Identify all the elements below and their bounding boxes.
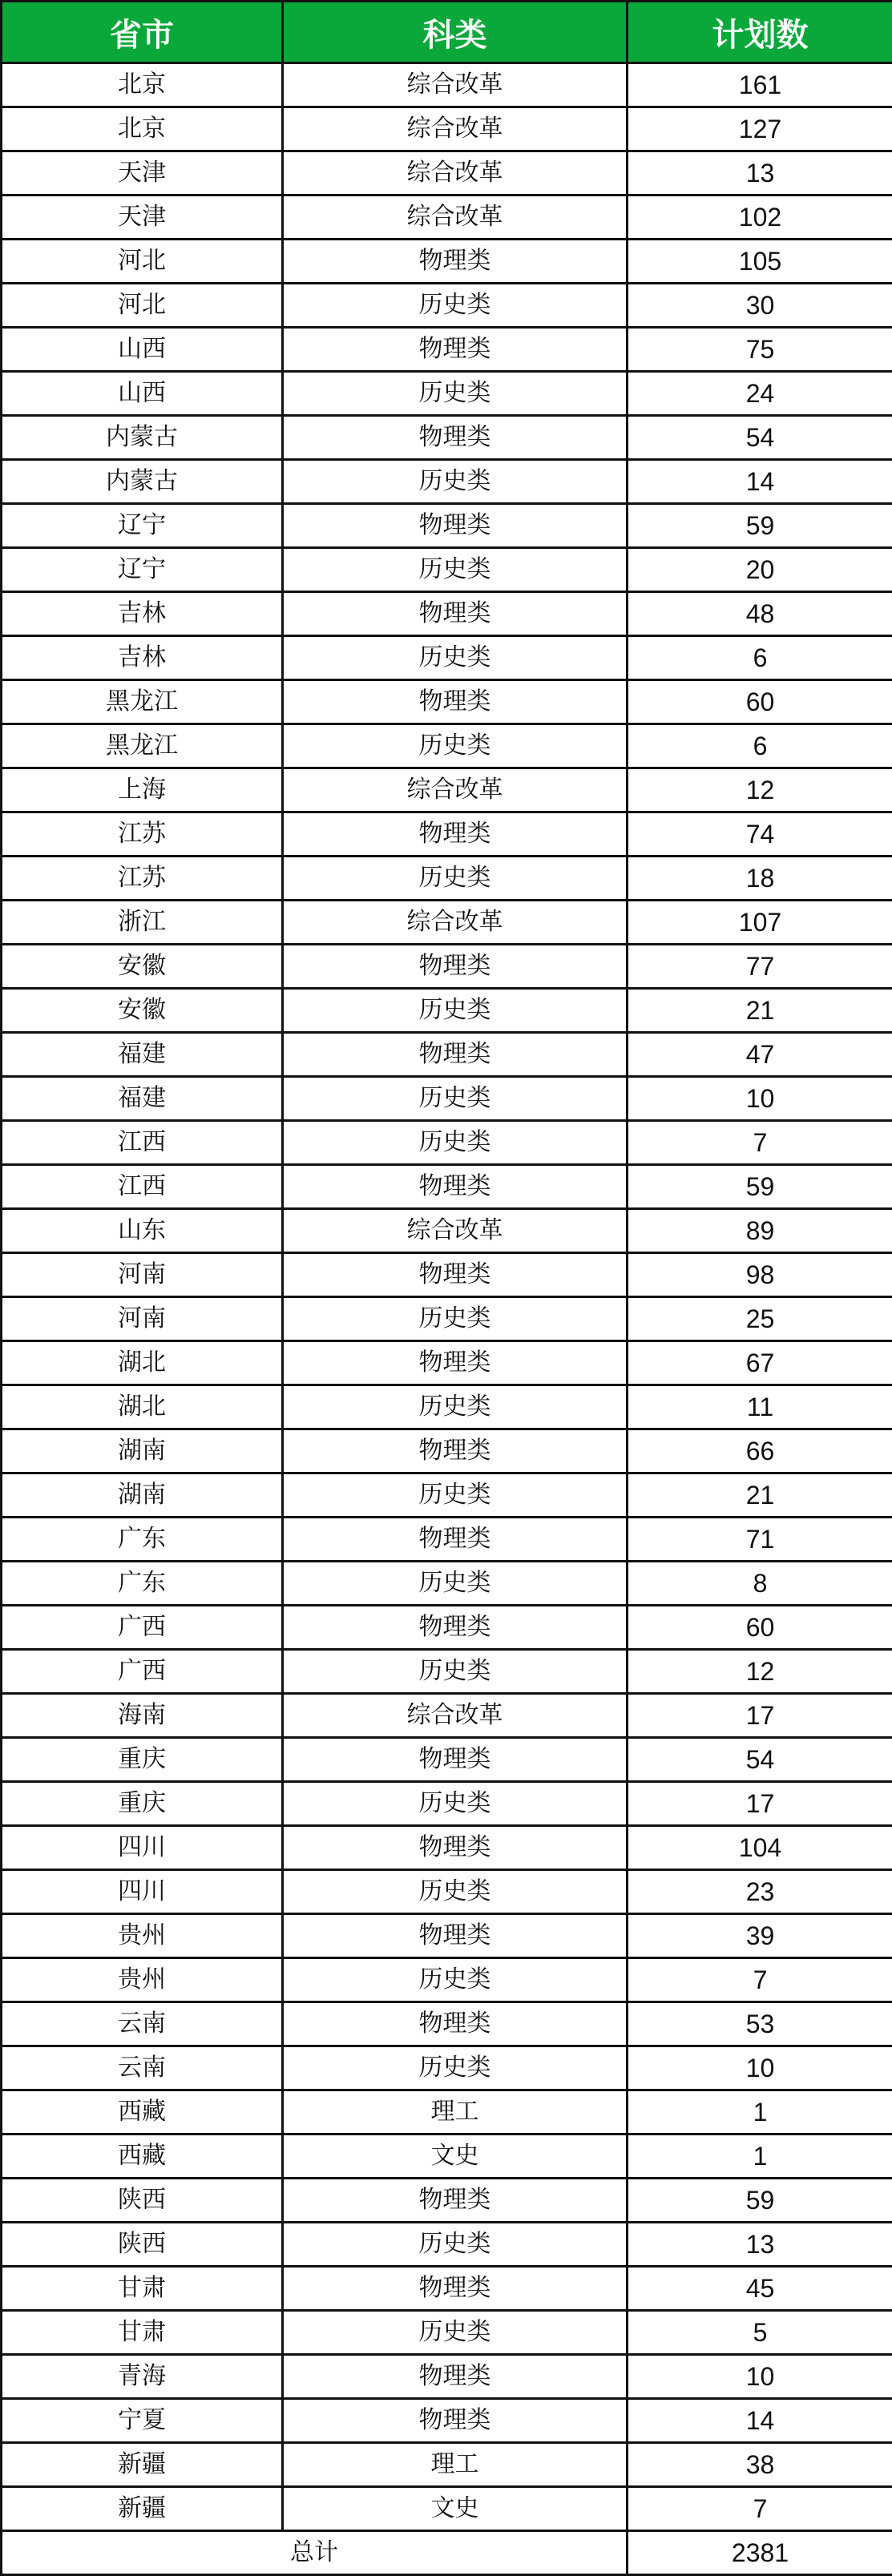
table-row: [2, 2135, 892, 2179]
cell-category: 物理类: [283, 945, 628, 989]
cell-plan-count: 53: [628, 2002, 892, 2046]
cell-category: 历史类: [283, 284, 628, 328]
cell-category: 物理类: [283, 416, 628, 460]
cell-category: 物理类: [283, 2002, 628, 2046]
table-row: [2, 2355, 892, 2399]
table-row: [2, 592, 892, 636]
cell-province: 北京: [2, 63, 283, 107]
table-row: [2, 636, 892, 680]
table-row: [2, 284, 892, 328]
cell-province: 云南: [2, 2002, 283, 2046]
cell-category: 历史类: [283, 372, 628, 416]
cell-plan-count: 18: [628, 857, 892, 901]
cell-province: 天津: [2, 196, 283, 240]
cell-category: 历史类: [283, 1870, 628, 1914]
cell-plan-count: 13: [628, 151, 892, 196]
table-row: [2, 416, 892, 460]
cell-province: 北京: [2, 107, 283, 151]
table-row: [2, 1958, 892, 2002]
cell-plan-count: 127: [628, 107, 892, 151]
cell-plan-count: 71: [628, 1518, 892, 1562]
table-header-row: [2, 2, 892, 63]
cell-plan-count: 47: [628, 1033, 892, 1077]
cell-plan-count: 10: [628, 2355, 892, 2399]
cell-plan-count: 17: [628, 1782, 892, 1826]
cell-province: 安徽: [2, 989, 283, 1033]
cell-province: 黑龙江: [2, 724, 283, 768]
cell-plan-count: 24: [628, 372, 892, 416]
cell-category: 物理类: [283, 1738, 628, 1782]
cell-plan-count: 20: [628, 548, 892, 592]
cell-category: 历史类: [283, 1077, 628, 1121]
cell-province: 重庆: [2, 1782, 283, 1826]
cell-category: 历史类: [283, 548, 628, 592]
table-row: [2, 1209, 892, 1253]
table-row: [2, 2399, 892, 2443]
table-row: [2, 1694, 892, 1738]
cell-province: 陕西: [2, 2223, 283, 2267]
cell-category: 历史类: [283, 857, 628, 901]
table-row: [2, 1518, 892, 1562]
table-row: [2, 240, 892, 284]
table-row: [2, 460, 892, 504]
table-row: [2, 1870, 892, 1914]
cell-category: 综合改革: [283, 1209, 628, 1253]
cell-province: 陕西: [2, 2179, 283, 2223]
cell-province: 天津: [2, 151, 283, 196]
cell-province: 福建: [2, 1077, 283, 1121]
cell-plan-count: 60: [628, 1606, 892, 1650]
cell-category: 历史类: [283, 724, 628, 768]
table-row: [2, 945, 892, 989]
cell-plan-count: 10: [628, 1077, 892, 1121]
cell-province: 四川: [2, 1826, 283, 1870]
table-row: [2, 989, 892, 1033]
cell-plan-count: 11: [628, 1385, 892, 1429]
cell-province: 河北: [2, 284, 283, 328]
total-row: [2, 2531, 892, 2575]
cell-category: 物理类: [283, 1165, 628, 1209]
cell-plan-count: 12: [628, 1650, 892, 1694]
cell-plan-count: 77: [628, 945, 892, 989]
table-row: [2, 2179, 892, 2223]
cell-plan-count: 105: [628, 240, 892, 284]
table-row: [2, 1914, 892, 1958]
table-row: [2, 504, 892, 548]
cell-category: 物理类: [283, 812, 628, 857]
cell-category: 历史类: [283, 2311, 628, 2355]
cell-plan-count: 98: [628, 1253, 892, 1297]
header-province: 省市: [2, 2, 283, 63]
cell-plan-count: 8: [628, 1562, 892, 1606]
cell-category: 历史类: [283, 989, 628, 1033]
cell-plan-count: 38: [628, 2443, 892, 2487]
table-row: [2, 107, 892, 151]
cell-category: 历史类: [283, 1121, 628, 1165]
table-row: [2, 2267, 892, 2311]
table-row: [2, 1782, 892, 1826]
cell-province: 甘肃: [2, 2267, 283, 2311]
cell-province: 黑龙江: [2, 680, 283, 724]
cell-plan-count: 5: [628, 2311, 892, 2355]
table-row: [2, 2443, 892, 2487]
cell-category: 理工: [283, 2090, 628, 2135]
cell-province: 河北: [2, 240, 283, 284]
table-row: [2, 151, 892, 196]
cell-province: 江西: [2, 1165, 283, 1209]
table-row: [2, 2487, 892, 2531]
cell-province: 福建: [2, 1033, 283, 1077]
cell-category: 物理类: [283, 2355, 628, 2399]
table-body: [2, 63, 892, 2531]
cell-province: 广西: [2, 1650, 283, 1694]
cell-plan-count: 1: [628, 2135, 892, 2179]
cell-province: 贵州: [2, 1914, 283, 1958]
cell-category: 物理类: [283, 680, 628, 724]
cell-province: 湖南: [2, 1429, 283, 1473]
cell-province: 安徽: [2, 945, 283, 989]
cell-category: 历史类: [283, 1562, 628, 1606]
cell-plan-count: 39: [628, 1914, 892, 1958]
table-row: [2, 724, 892, 768]
cell-plan-count: 107: [628, 901, 892, 945]
cell-plan-count: 59: [628, 504, 892, 548]
cell-province: 甘肃: [2, 2311, 283, 2355]
table-row: [2, 1165, 892, 1209]
cell-province: 新疆: [2, 2443, 283, 2487]
cell-province: 湖北: [2, 1385, 283, 1429]
cell-category: 物理类: [283, 1429, 628, 1473]
cell-plan-count: 45: [628, 2267, 892, 2311]
table-row: [2, 1297, 892, 1341]
cell-category: 历史类: [283, 1782, 628, 1826]
cell-category: 物理类: [283, 328, 628, 372]
cell-category: 物理类: [283, 2179, 628, 2223]
table-row: [2, 857, 892, 901]
cell-category: 物理类: [283, 240, 628, 284]
table-row: [2, 1650, 892, 1694]
table-row: [2, 2046, 892, 2090]
table-row: [2, 2090, 892, 2135]
cell-province: 广东: [2, 1518, 283, 1562]
cell-category: 历史类: [283, 1958, 628, 2002]
cell-category: 物理类: [283, 1914, 628, 1958]
table-row: [2, 1826, 892, 1870]
cell-province: 江苏: [2, 857, 283, 901]
cell-category: 历史类: [283, 2046, 628, 2090]
cell-plan-count: 25: [628, 1297, 892, 1341]
cell-category: 物理类: [283, 1253, 628, 1297]
total-label: 总计: [2, 2531, 628, 2575]
cell-province: 青海: [2, 2355, 283, 2399]
cell-province: 河南: [2, 1253, 283, 1297]
table-row: [2, 548, 892, 592]
table-row: [2, 63, 892, 107]
cell-plan-count: 7: [628, 1958, 892, 2002]
table-row: [2, 372, 892, 416]
cell-province: 湖南: [2, 1473, 283, 1518]
cell-plan-count: 89: [628, 1209, 892, 1253]
cell-province: 湖北: [2, 1341, 283, 1385]
cell-province: 上海: [2, 768, 283, 812]
cell-category: 综合改革: [283, 107, 628, 151]
total-value: 2381: [628, 2531, 892, 2575]
cell-category: 文史: [283, 2135, 628, 2179]
cell-category: 历史类: [283, 460, 628, 504]
cell-province: 辽宁: [2, 504, 283, 548]
cell-province: 云南: [2, 2046, 283, 2090]
cell-plan-count: 12: [628, 768, 892, 812]
cell-plan-count: 48: [628, 592, 892, 636]
cell-province: 辽宁: [2, 548, 283, 592]
cell-province: 西藏: [2, 2090, 283, 2135]
cell-province: 西藏: [2, 2135, 283, 2179]
cell-province: 广东: [2, 1562, 283, 1606]
cell-province: 江西: [2, 1121, 283, 1165]
cell-category: 物理类: [283, 1033, 628, 1077]
cell-category: 综合改革: [283, 901, 628, 945]
cell-province: 内蒙古: [2, 460, 283, 504]
table-row: [2, 1606, 892, 1650]
cell-category: 物理类: [283, 504, 628, 548]
cell-category: 物理类: [283, 1826, 628, 1870]
cell-plan-count: 74: [628, 812, 892, 857]
cell-plan-count: 6: [628, 636, 892, 680]
table-row: [2, 1429, 892, 1473]
cell-province: 贵州: [2, 1958, 283, 2002]
cell-category: 物理类: [283, 1341, 628, 1385]
cell-plan-count: 6: [628, 724, 892, 768]
cell-province: 宁夏: [2, 2399, 283, 2443]
table-row: [2, 1341, 892, 1385]
cell-category: 综合改革: [283, 151, 628, 196]
table-row: [2, 1473, 892, 1518]
cell-plan-count: 59: [628, 2179, 892, 2223]
table-row: [2, 1385, 892, 1429]
table-row: [2, 2002, 892, 2046]
cell-plan-count: 102: [628, 196, 892, 240]
cell-plan-count: 14: [628, 2399, 892, 2443]
cell-province: 山西: [2, 328, 283, 372]
cell-province: 新疆: [2, 2487, 283, 2531]
table-row: [2, 901, 892, 945]
cell-plan-count: 54: [628, 1738, 892, 1782]
cell-plan-count: 75: [628, 328, 892, 372]
table-row: [2, 2311, 892, 2355]
table-row: [2, 812, 892, 857]
cell-province: 内蒙古: [2, 416, 283, 460]
table-row: [2, 1562, 892, 1606]
cell-plan-count: 17: [628, 1694, 892, 1738]
header-category: 科类: [283, 2, 628, 63]
cell-plan-count: 30: [628, 284, 892, 328]
cell-province: 山西: [2, 372, 283, 416]
cell-category: 历史类: [283, 636, 628, 680]
cell-category: 文史: [283, 2487, 628, 2531]
cell-province: 吉林: [2, 636, 283, 680]
cell-category: 历史类: [283, 1385, 628, 1429]
cell-plan-count: 21: [628, 989, 892, 1033]
cell-province: 江苏: [2, 812, 283, 857]
cell-province: 河南: [2, 1297, 283, 1341]
table-row: [2, 680, 892, 724]
cell-plan-count: 1: [628, 2090, 892, 2135]
cell-province: 浙江: [2, 901, 283, 945]
cell-plan-count: 23: [628, 1870, 892, 1914]
table-row: [2, 1253, 892, 1297]
cell-category: 物理类: [283, 592, 628, 636]
cell-category: 物理类: [283, 2267, 628, 2311]
header-plan-count: 计划数: [628, 2, 892, 63]
cell-plan-count: 7: [628, 2487, 892, 2531]
table-row: [2, 1033, 892, 1077]
cell-category: 理工: [283, 2443, 628, 2487]
cell-plan-count: 21: [628, 1473, 892, 1518]
table-row: [2, 1121, 892, 1165]
cell-province: 重庆: [2, 1738, 283, 1782]
cell-plan-count: 66: [628, 1429, 892, 1473]
cell-plan-count: 54: [628, 416, 892, 460]
cell-plan-count: 10: [628, 2046, 892, 2090]
cell-category: 综合改革: [283, 63, 628, 107]
cell-plan-count: 67: [628, 1341, 892, 1385]
cell-province: 海南: [2, 1694, 283, 1738]
cell-category: 历史类: [283, 1297, 628, 1341]
table-row: [2, 196, 892, 240]
cell-plan-count: 14: [628, 460, 892, 504]
cell-category: 综合改革: [283, 1694, 628, 1738]
cell-province: 四川: [2, 1870, 283, 1914]
cell-category: 综合改革: [283, 768, 628, 812]
table-row: [2, 328, 892, 372]
table-row: [2, 1738, 892, 1782]
cell-category: 物理类: [283, 1518, 628, 1562]
cell-category: 物理类: [283, 1606, 628, 1650]
cell-province: 吉林: [2, 592, 283, 636]
cell-category: 物理类: [283, 2399, 628, 2443]
cell-plan-count: 13: [628, 2223, 892, 2267]
cell-category: 综合改革: [283, 196, 628, 240]
cell-plan-count: 59: [628, 1165, 892, 1209]
cell-category: 历史类: [283, 1650, 628, 1694]
cell-category: 历史类: [283, 1473, 628, 1518]
cell-plan-count: 161: [628, 63, 892, 107]
cell-province: 广西: [2, 1606, 283, 1650]
table-row: [2, 768, 892, 812]
cell-category: 历史类: [283, 2223, 628, 2267]
table-row: [2, 1077, 892, 1121]
cell-plan-count: 60: [628, 680, 892, 724]
cell-plan-count: 104: [628, 1826, 892, 1870]
table-row: [2, 2223, 892, 2267]
cell-plan-count: 7: [628, 1121, 892, 1165]
cell-province: 山东: [2, 1209, 283, 1253]
